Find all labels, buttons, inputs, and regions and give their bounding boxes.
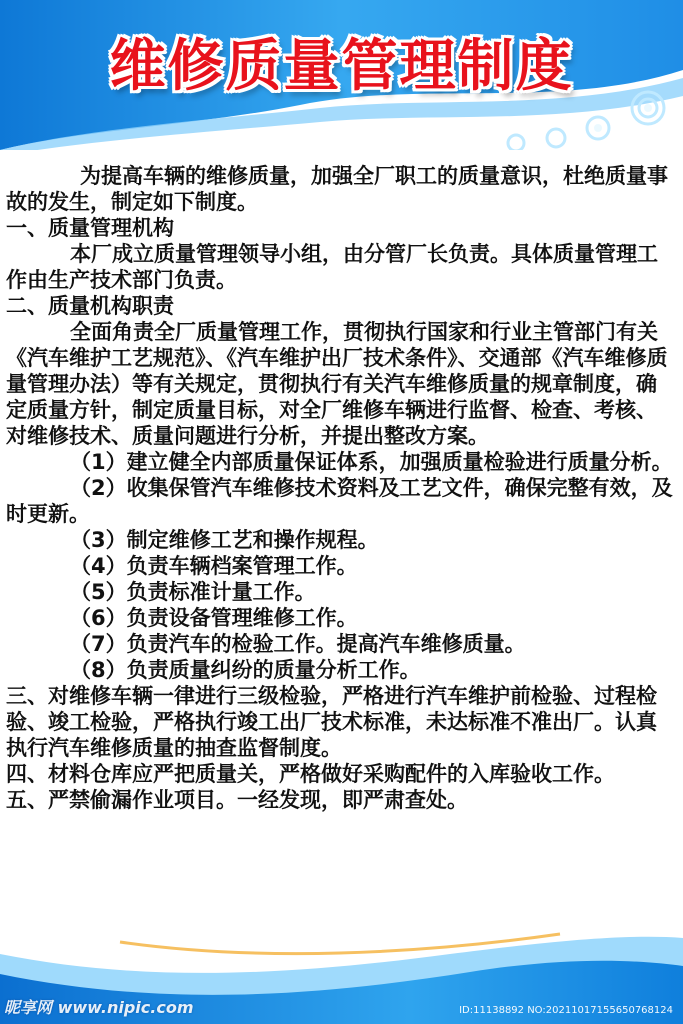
watermark-logo: 昵享网 www.nipic.com [4,998,194,1017]
section-4-paragraph: 四、材料仓库应严把质量关，严格做好采购配件的入库验收工作。 [6,762,615,786]
duty-item-8: （8）负责质量纠纷的质量分析工作。 [70,658,421,682]
duty-item-6: （6）负责设备管理维修工作。 [70,606,358,630]
section-3-paragraph: 三、对维修车辆一律进行三级检验，严格进行汽车维护前检验、过程检验、竣工检验，严格执行竣工出厂技术标准，未达标准不准出厂。认真执行汽车维修质量的抽查监督制度。 [6,684,657,760]
regulation-body [6,163,674,813]
watermark-id: ID:11138892 NO:20211017155650768124 [459,1005,673,1016]
duty-item-7: （7）负责汽车的检验工作。提高汽车维修质量。 [70,632,526,656]
section-5-paragraph: 五、严禁偷漏作业项目。一经发现，即严肃查处。 [6,788,468,812]
section-2-paragraph: 全面角责全厂质量管理工作，贯彻执行国家和行业主管部门有关《汽车维护工艺规范》、《汽车维护出厂技术条件》、交通部《汽车维修质量管理办法）等有关规定，贯彻执行有关汽车维修质量的规章制度，确定质量方针，制定质量目标，对全厂维修车辆进行监督、检查、考核、对维修技术、质量问题进行分析，并提出整改方案。 [6,320,668,448]
page-title: 维修质量管理制度 [109,33,574,99]
duty-item-1: （1）建立健全内部质量保证体系，加强质量检验进行质量分析。 [70,450,673,474]
duty-item-5: （5）负责标准计量工作。 [70,580,316,604]
section-heading-1: 一、质量管理机构 [6,216,174,240]
section-heading-2: 二、质量机构职责 [6,294,174,318]
section-1-paragraph: 本厂成立质量管理领导小组，由分管厂长负责。具体质量管理工作由生产技术部门负责。 [6,242,658,292]
duty-item-4: （4）负责车辆档案管理工作。 [70,554,358,578]
intro-paragraph: 为提高车辆的维修质量，加强全厂职工的质量意识，杜绝质量事故的发生，制定如下制度。 [6,164,668,214]
duty-item-2: （2）收集保管汽车维修技术资料及工艺文件，确保完整有效，及时更新。 [6,476,673,526]
duty-item-3: （3）制定维修工艺和操作规程。 [70,528,379,552]
